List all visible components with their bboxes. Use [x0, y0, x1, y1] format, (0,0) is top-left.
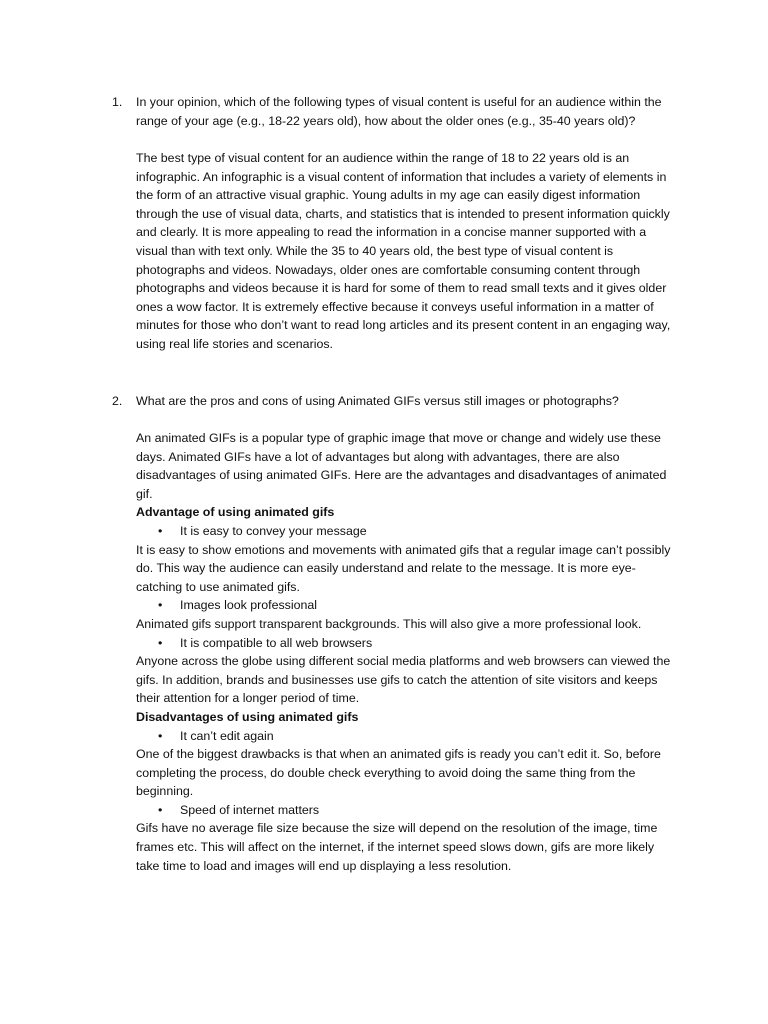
list-item	[136, 596, 676, 615]
bullet-explanation: One of the biggest drawbacks is that when an animated gifs is ready you can’t edit it. So, before completing the process, do double check everything to avoid doing the same thing from the beginning.	[136, 747, 661, 799]
bullet-text: It can’t edit again	[180, 728, 274, 743]
list-item	[136, 801, 676, 820]
bullet-explanation: Anyone across the globe using different social media platforms and web browsers can viewed the gifs. In addition, brands and businesses use gifs to catch the attention of site visitors and keeps their attention for a longer period of time.	[136, 654, 671, 706]
question-number: 1.	[112, 95, 123, 109]
list-item	[136, 634, 676, 653]
list-item	[136, 522, 676, 541]
bullet-explanation: Gifs have no average file size because the size will depend on the resolution of the image, time frames etc. This will affect on the internet, if the internet speed slows down, gifs are more likely take time to load and images will end up displaying a less resolution.	[136, 821, 658, 873]
bullet-icon: •	[158, 598, 163, 613]
question-2	[112, 392, 672, 411]
bullet-text: It is easy to convey your message	[180, 523, 367, 538]
answer-paragraph: The best type of visual content for an audience within the range of 18 to 22 years old is an infographic. An infographic is a visual content of information that includes a variety of elements in the form of an attractive visual graphic. Young adults in my age can easily digest information through the use of visual data, charts, and statistics that is intended to present information quickly and clearly. It is more appealing to read the information in a concise manner supported with a visual than with text only. While the 35 to 40 years old, the best type of visual content is photographs and videos. Nowadays, older ones are comfortable consuming content through photographs and videos because it is hard for some of them to read small texts and it gives older ones a wow factor. It is extremely effective because it conveys useful information in a matter of minutes for those who don’t want to read long articles and its present content in an engaging way, using real life stories and scenarios.	[136, 151, 671, 351]
bullet-icon: •	[158, 802, 163, 817]
bullet-explanation: Animated gifs support transparent backgrounds. This will also give a more professional look.	[136, 616, 642, 631]
question-1	[112, 93, 672, 130]
answer-1	[136, 149, 676, 354]
bullet-text: Images look professional	[180, 598, 318, 613]
question-text: What are the pros and cons of using Animated GIFs versus still images or photographs?	[136, 394, 619, 408]
answer-2	[136, 429, 676, 875]
bullet-text: Speed of internet matters	[180, 802, 320, 817]
bullet-explanation: It is easy to show emotions and movements with animated gifs that a regular image can’t possibly do. This way the audience can easily understand and relate to the message. It is more eye-catching to use animated gifs.	[136, 542, 671, 594]
advantages-heading: Advantage of using animated gifs	[136, 505, 335, 520]
bullet-icon: •	[158, 523, 163, 538]
intro-paragraph: An animated GIFs is a popular type of graphic image that move or change and widely use these days. Animated GIFs have a lot of advantages but along with advantages, there are also disadvantages of using animated GIFs. Here are the advantages and disadvantages of animated gif.	[136, 431, 667, 501]
question-text: In your opinion, which of the following types of visual content is useful for an audience within the range of your age (e.g., 18-22 years old), how about the older ones (e.g., 35-40 years old)?	[136, 95, 662, 128]
question-number: 2.	[112, 394, 123, 408]
bullet-icon: •	[158, 728, 163, 743]
bullet-icon: •	[158, 635, 163, 650]
list-item	[136, 727, 676, 746]
disadvantages-heading: Disadvantages of using animated gifs	[136, 709, 359, 724]
bullet-text: It is compatible to all web browsers	[180, 635, 373, 650]
